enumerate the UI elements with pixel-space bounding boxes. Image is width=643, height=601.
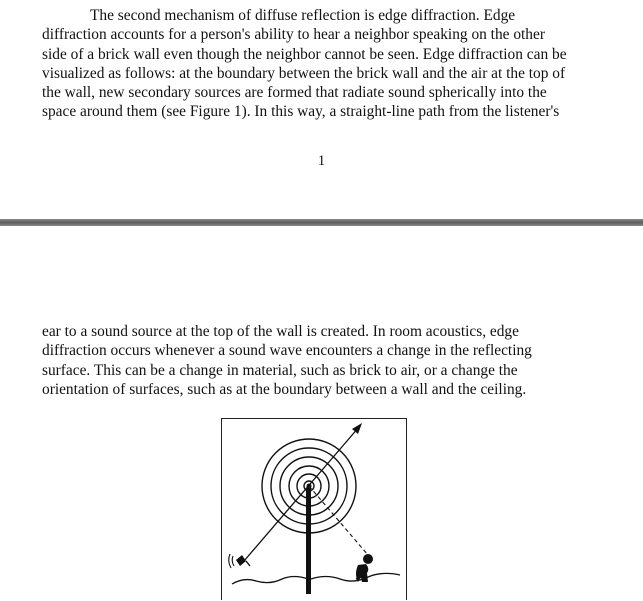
text-line: the wall, new secondary sources are formed that radiate sound spherically into the xyxy=(42,84,547,102)
ground-line-right xyxy=(311,573,400,581)
page-number xyxy=(0,153,643,170)
ground-line-left xyxy=(232,577,308,585)
page-number-text: 1 xyxy=(317,153,326,169)
text-line: space around them (see Figure 1). In this way, a straight-line path from the listener's xyxy=(42,103,560,121)
page-1 xyxy=(0,0,643,219)
text-line: orientation of surfaces, such as at the boundary between a wall and the ceiling. xyxy=(42,380,527,398)
text-line: diffraction accounts for a person's ability to hear a neighbor speaking on the other xyxy=(42,26,545,44)
dashed-diffraction-path xyxy=(309,486,368,555)
paragraph-edge-diffraction xyxy=(42,6,612,122)
straight-line-path xyxy=(244,427,359,561)
figure-edge-diffraction xyxy=(221,418,407,600)
listener-figure xyxy=(356,554,373,582)
paragraph-continuation xyxy=(42,322,612,399)
figure-drawing xyxy=(222,419,408,601)
text-line: surface. This can be a change in material, such as brick to air, or a change the xyxy=(42,361,518,379)
arrow-head-icon xyxy=(352,423,362,434)
text-line: diffraction occurs whenever a sound wave encounters a change in the reflecting xyxy=(42,342,532,360)
speaker-icon xyxy=(229,554,250,568)
text-line: side of a brick wall even though the neighbor cannot be seen. Edge diffraction can be xyxy=(42,45,567,63)
text-line: visualized as follows: at the boundary between the brick wall and the air at the top of xyxy=(42,64,566,82)
text-line: ear to a sound source at the top of the wall is created. In room acoustics, edge xyxy=(42,323,519,340)
page-separator xyxy=(0,219,643,226)
text-line: The second mechanism of diffuse reflection is edge diffraction. Edge xyxy=(90,7,516,24)
